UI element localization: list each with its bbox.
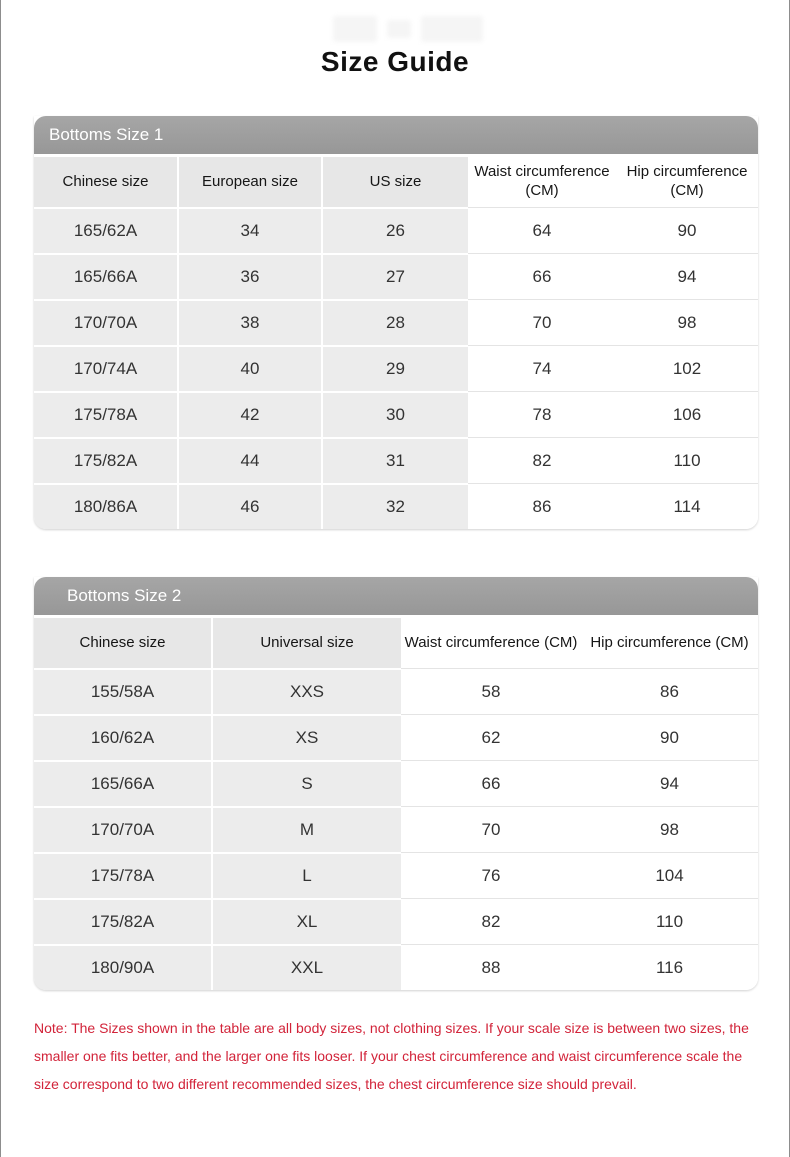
table-cell: 64 <box>468 207 616 253</box>
table-cell: 94 <box>616 253 758 299</box>
table-banner <box>34 116 758 154</box>
table-cell: 160/62A <box>34 714 213 760</box>
table-row <box>34 714 758 760</box>
column-header: Chinese size <box>34 618 213 668</box>
table-cell: 88 <box>401 944 581 990</box>
table-cell: 180/86A <box>34 483 179 529</box>
table-cell: 165/66A <box>34 760 213 806</box>
table-cell: 180/90A <box>34 944 213 990</box>
table-cell: 66 <box>401 760 581 806</box>
table-cell: 90 <box>616 207 758 253</box>
table-cell: L <box>213 852 401 898</box>
size-note: Note: The Sizes shown in the table are all body sizes, not clothing sizes. If your scale size is between two sizes, the smaller one fits better, and the larger one fits looser. If your chest circumference and waist circumference scale the size correspond to two different recommended sizes, the chest circumference size should prevail. <box>34 1020 749 1092</box>
table-cell: 155/58A <box>34 668 213 714</box>
table-cell: 82 <box>468 437 616 483</box>
table-row <box>34 898 758 944</box>
table-cell: 98 <box>616 299 758 345</box>
watermark-blob <box>333 16 377 42</box>
table-cell: 27 <box>323 253 468 299</box>
table-cell: 29 <box>323 345 468 391</box>
column-header: Hip circumference (CM) <box>616 157 758 207</box>
table-cell: 175/78A <box>34 391 179 437</box>
table-cell: 170/70A <box>34 806 213 852</box>
table-row <box>34 806 758 852</box>
column-header: Waist circumference (CM) <box>468 157 616 207</box>
table-cell: 82 <box>401 898 581 944</box>
table-row <box>34 437 758 483</box>
column-header: US size <box>323 157 468 207</box>
table-cell: XXS <box>213 668 401 714</box>
column-header: European size <box>179 157 323 207</box>
table-header-row <box>34 618 758 668</box>
table-cell: 66 <box>468 253 616 299</box>
page-title: Size Guide <box>320 46 470 77</box>
table-banner <box>34 577 758 615</box>
table-cell: 94 <box>581 760 758 806</box>
table-cell: 116 <box>581 944 758 990</box>
table-cell: 31 <box>323 437 468 483</box>
table-cell: 114 <box>616 483 758 529</box>
bottoms-size-2-table <box>34 577 758 990</box>
table-row <box>34 345 758 391</box>
table-cell: 32 <box>323 483 468 529</box>
table-cell: 44 <box>179 437 323 483</box>
table-cell: 58 <box>401 668 581 714</box>
table-cell: XS <box>213 714 401 760</box>
table-cell: 90 <box>581 714 758 760</box>
table-cell: 38 <box>179 299 323 345</box>
table-banner-label: Bottoms Size 1 <box>49 125 164 144</box>
table-cell: 46 <box>179 483 323 529</box>
table-cell: 62 <box>401 714 581 760</box>
table-cell: 175/82A <box>34 437 179 483</box>
table-cell: 165/62A <box>34 207 179 253</box>
table-row <box>34 299 758 345</box>
table-cell: 78 <box>468 391 616 437</box>
watermark-blob <box>387 20 411 38</box>
table-cell: 86 <box>468 483 616 529</box>
table-cell: 110 <box>581 898 758 944</box>
table-cell: 110 <box>616 437 758 483</box>
table-cell: 36 <box>179 253 323 299</box>
table-cell: 42 <box>179 391 323 437</box>
table-cell: 165/66A <box>34 253 179 299</box>
table-header-row <box>34 157 758 207</box>
table-row <box>34 253 758 299</box>
table-cell: 30 <box>323 391 468 437</box>
table-banner-label: Bottoms Size 2 <box>67 586 182 605</box>
watermark <box>333 16 483 42</box>
table-cell: 175/78A <box>34 852 213 898</box>
table-row <box>34 483 758 529</box>
table-cell: S <box>213 760 401 806</box>
table-cell: 28 <box>323 299 468 345</box>
table-cell: M <box>213 806 401 852</box>
table-cell: 170/70A <box>34 299 179 345</box>
table-row <box>34 852 758 898</box>
bottoms-size-1-table <box>34 116 758 529</box>
column-header: Hip circumference (CM) <box>581 618 758 668</box>
table-row <box>34 760 758 806</box>
table-cell: 86 <box>581 668 758 714</box>
table-cell: 74 <box>468 345 616 391</box>
table-row <box>34 668 758 714</box>
table-cell: 170/74A <box>34 345 179 391</box>
table-row <box>34 207 758 253</box>
table-cell: 26 <box>323 207 468 253</box>
column-header: Waist circumference (CM) <box>401 618 581 668</box>
table-cell: 40 <box>179 345 323 391</box>
table-cell: 70 <box>468 299 616 345</box>
table-cell: XL <box>213 898 401 944</box>
table-cell: 104 <box>581 852 758 898</box>
table-cell: 102 <box>616 345 758 391</box>
table-cell: 175/82A <box>34 898 213 944</box>
table-cell: 70 <box>401 806 581 852</box>
column-header: Universal size <box>213 618 401 668</box>
watermark-blob <box>421 16 483 42</box>
table-row <box>34 944 758 990</box>
table-cell: XXL <box>213 944 401 990</box>
column-header: Chinese size <box>34 157 179 207</box>
table-cell: 76 <box>401 852 581 898</box>
table-row <box>34 391 758 437</box>
table-cell: 98 <box>581 806 758 852</box>
table-cell: 106 <box>616 391 758 437</box>
table-cell: 34 <box>179 207 323 253</box>
